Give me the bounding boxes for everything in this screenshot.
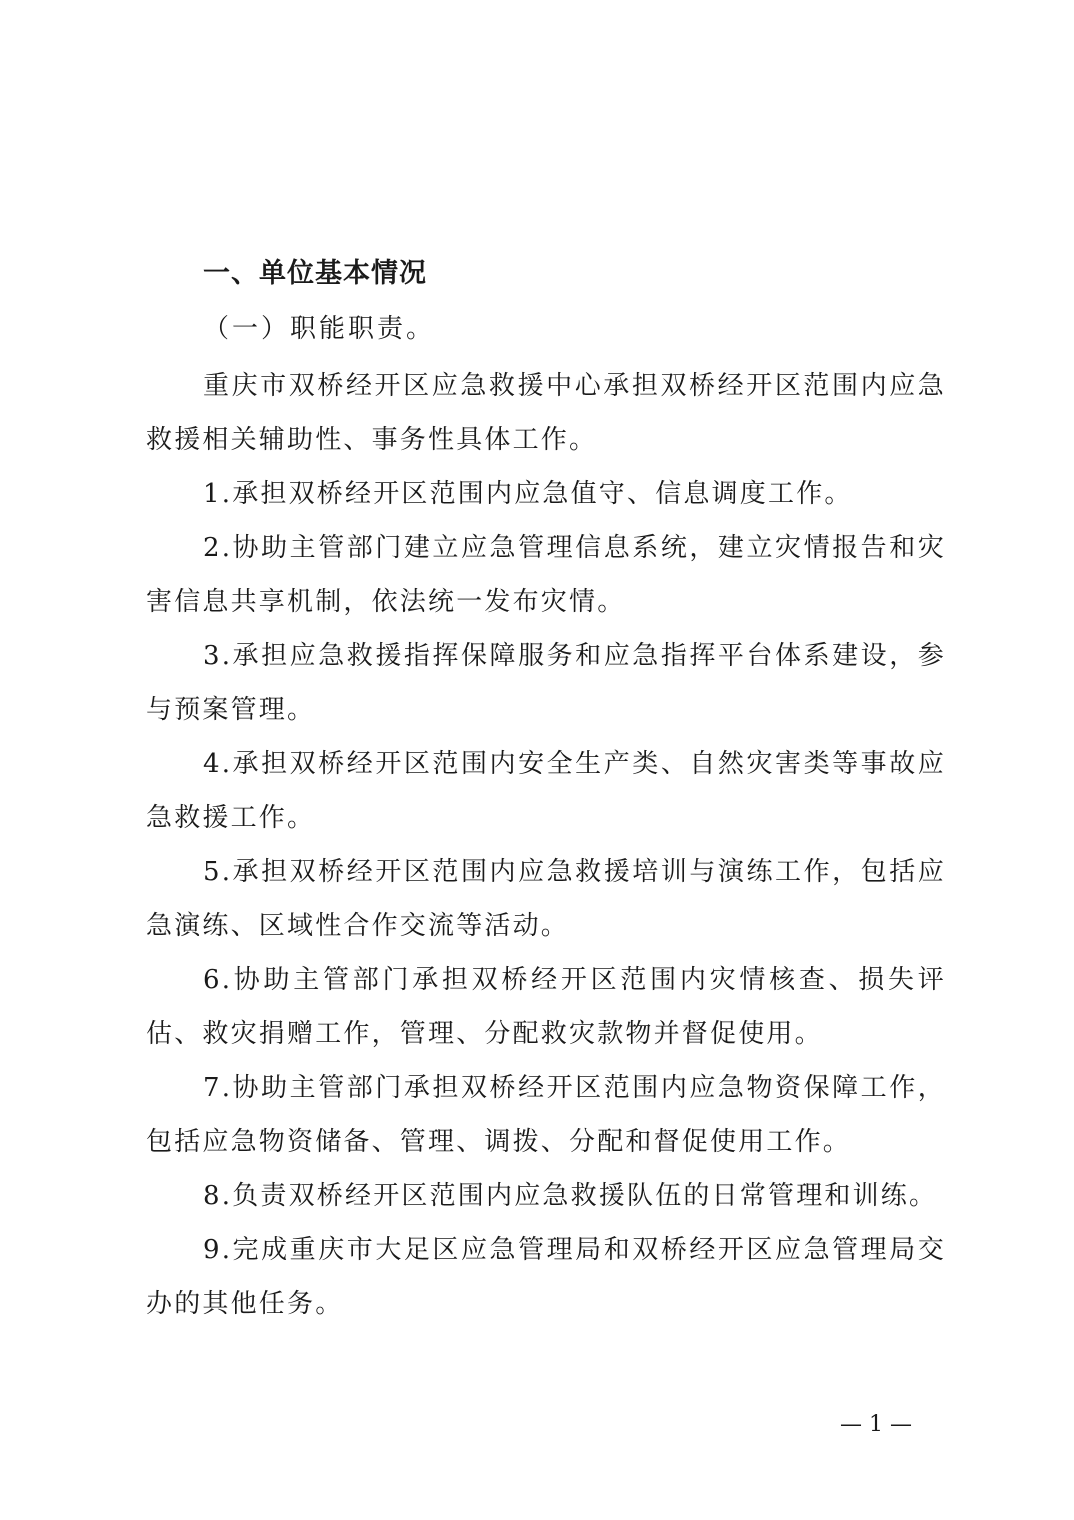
page-number: — 1 —	[840, 1412, 912, 1437]
paragraph-intro: 重庆市双桥经开区应急救援中心承担双桥经开区范围内应急救援相关辅助性、事务性具体工作。	[146, 371, 946, 455]
paragraph-item-8: 8.负责双桥经开区范围内应急救援队伍的日常管理和训练。	[203, 1181, 938, 1211]
paragraph-item-9: 9.完成重庆市大足区应急管理局和双桥经开区应急管理局交办的其他任务。	[146, 1235, 946, 1319]
paragraph-item-7: 7.协助主管部门承担双桥经开区范围内应急物资保障工作，包括应急物资储备、管理、调拨、分配和督促使用工作。	[146, 1073, 946, 1157]
paragraph-item-5: 5.承担双桥经开区范围内应急救援培训与演练工作，包括应急演练、区域性合作交流等活动。	[146, 857, 946, 941]
body-text	[146, 359, 946, 1331]
paragraph-item-2: 2.协助主管部门建立应急管理信息系统，建立灾情报告和灾害信息共享机制，依法统一发布灾情。	[146, 533, 946, 617]
paragraph-item-6: 6.协助主管部门承担双桥经开区范围内灾情核查、损失评估、救灾捐赠工作，管理、分配救灾款物并督促使用。	[146, 965, 946, 1049]
section-heading: 一、单位基本情况	[203, 258, 427, 289]
paragraph-item-3: 3.承担应急救援指挥保障服务和应急指挥平台体系建设，参与预案管理。	[146, 641, 946, 725]
paragraph-item-1: 1.承担双桥经开区范围内应急值守、信息调度工作。	[203, 479, 853, 509]
paragraph-item-4: 4.承担双桥经开区范围内安全生产类、自然灾害类等事故应急救援工作。	[146, 749, 946, 833]
subsection-heading: （一）职能职责。	[203, 314, 436, 344]
